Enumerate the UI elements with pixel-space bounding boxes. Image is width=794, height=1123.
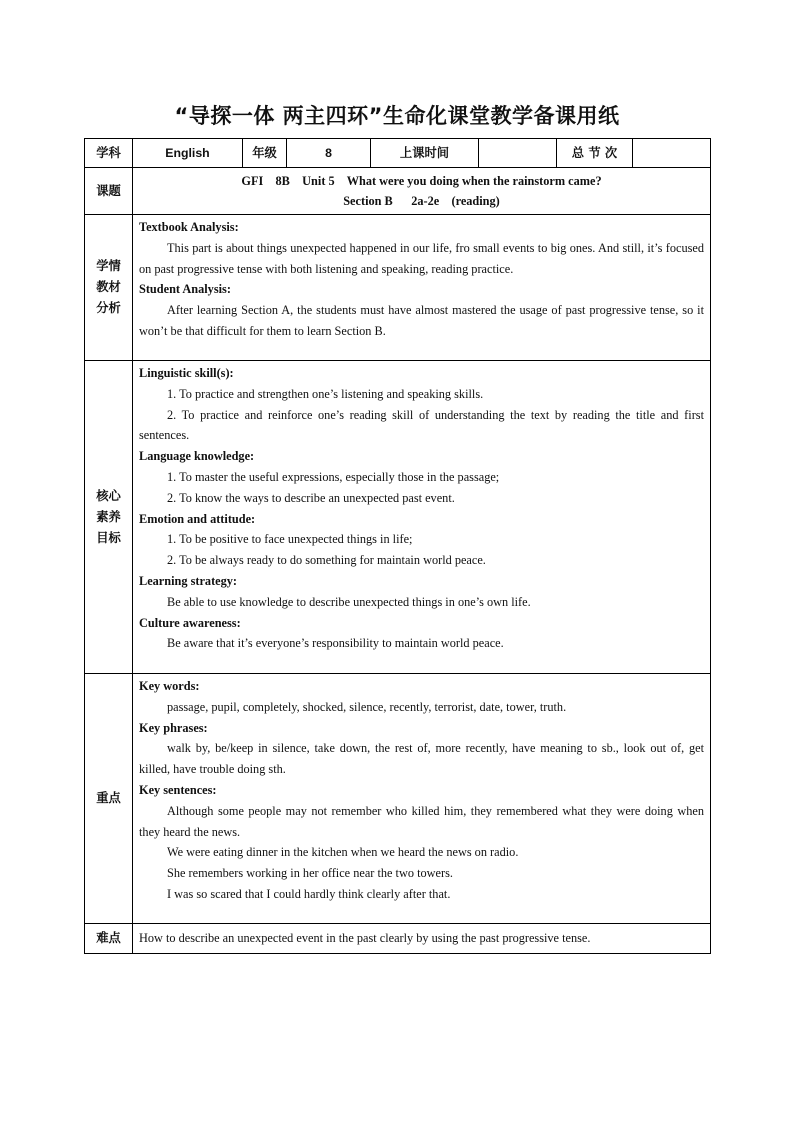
textbook-analysis-text: This part is about things unexpected happened in our life, fro small events to big ones. And still, it’s focused on past progressive tense with both listening and speaking, reading practice. (139, 240, 704, 276)
subject-label: 学科 (85, 139, 133, 168)
list-item: 1. To be positive to face unexpected things in life; (167, 532, 413, 547)
key-phrases-heading: Key phrases: (139, 720, 208, 735)
core-objectives-content (133, 361, 711, 674)
topic-line-1: GFI 8B Unit 5 What were you doing when the rainstorm came? (241, 174, 602, 188)
page-title: “导探一体 两主四环”生命化课堂教学备课用纸 (174, 104, 620, 128)
topic-content (133, 168, 711, 215)
total-periods-value (633, 139, 711, 168)
key-phrases-text: walk by, be/keep in silence, take down, the rest of, more recently, have meaning to sb., look out of, get killed, have trouble doing sth. (139, 741, 704, 777)
grade-label: 年级 (243, 139, 287, 168)
analysis-row (85, 215, 711, 361)
culture-awareness-text: Be aware that it’s everyone’s responsibility to maintain world peace. (167, 636, 504, 651)
analysis-content (133, 215, 711, 361)
total-periods-label: 总 节 次 (557, 139, 633, 168)
topic-row (85, 168, 711, 215)
grade-value: 8 (287, 139, 371, 168)
key-points-label: 重点 (85, 674, 133, 924)
key-sentence: We were eating dinner in the kitchen when we heard the news on radio. (167, 845, 519, 860)
key-words-heading: Key words: (139, 679, 200, 693)
class-time-value (479, 139, 557, 168)
core-objectives-row (85, 361, 711, 674)
learning-strategy-heading: Learning strategy: (139, 573, 238, 588)
key-sentence: Although some people may not remember who killed him, they remembered what they were doing when they heard the news. (139, 803, 704, 839)
topic-label: 课题 (85, 168, 133, 215)
student-analysis-heading: Student Analysis: (139, 282, 231, 297)
student-analysis-text: After learning Section A, the students must have almost mastered the usage of past progressive tense, so it won’t be that difficult for them to learn Section B. (139, 303, 704, 338)
key-sentence: She remembers working in her office near the two towers. (167, 866, 453, 881)
subject-value: English (133, 139, 243, 168)
key-points-row (85, 674, 711, 924)
key-sentences-heading: Key sentences: (139, 782, 217, 797)
emotion-attitude-heading: Emotion and attitude: (139, 511, 256, 526)
learning-strategy-text: Be able to use knowledge to describe unexpected things in one’s own life. (167, 594, 531, 609)
list-item: 1. To practice and strengthen one’s listening and speaking skills. (167, 386, 484, 401)
list-item: 1. To master the useful expressions, especially those in the passage; (167, 469, 500, 484)
list-item: 2. To know the ways to describe an unexpected past event. (167, 490, 455, 505)
core-objectives-label: 核心 素养 目标 (85, 361, 133, 674)
list-item: 2. To be always ready to do something for maintain world peace. (167, 553, 486, 568)
class-time-label: 上课时间 (371, 139, 479, 168)
difficult-points-row (85, 924, 711, 954)
language-knowledge-heading: Language knowledge: (139, 449, 255, 464)
key-words-text: passage, pupil, completely, shocked, silence, recently, terrorist, date, tower, truth. (167, 699, 567, 714)
difficult-points-label: 难点 (85, 924, 133, 954)
key-points-content (133, 674, 711, 924)
list-item: 2. To practice and reinforce one’s reading skill of understanding the text by reading the title and first sentences. (139, 407, 704, 443)
topic-line-2: Section B 2a-2e (reading) (343, 194, 500, 208)
analysis-label: 学情 教材 分析 (85, 215, 133, 361)
culture-awareness-heading: Culture awareness: (139, 615, 241, 630)
textbook-analysis-heading: Textbook Analysis: (139, 220, 239, 234)
difficult-points-text: How to describe an unexpected event in the past clearly by using the past progressive tense. (133, 924, 711, 954)
header-row (85, 139, 711, 168)
linguistic-skills-heading: Linguistic skill(s): (139, 366, 234, 380)
lesson-plan-table (84, 138, 711, 954)
key-sentence: I was so scared that I could hardly think clearly after that. (167, 886, 451, 901)
